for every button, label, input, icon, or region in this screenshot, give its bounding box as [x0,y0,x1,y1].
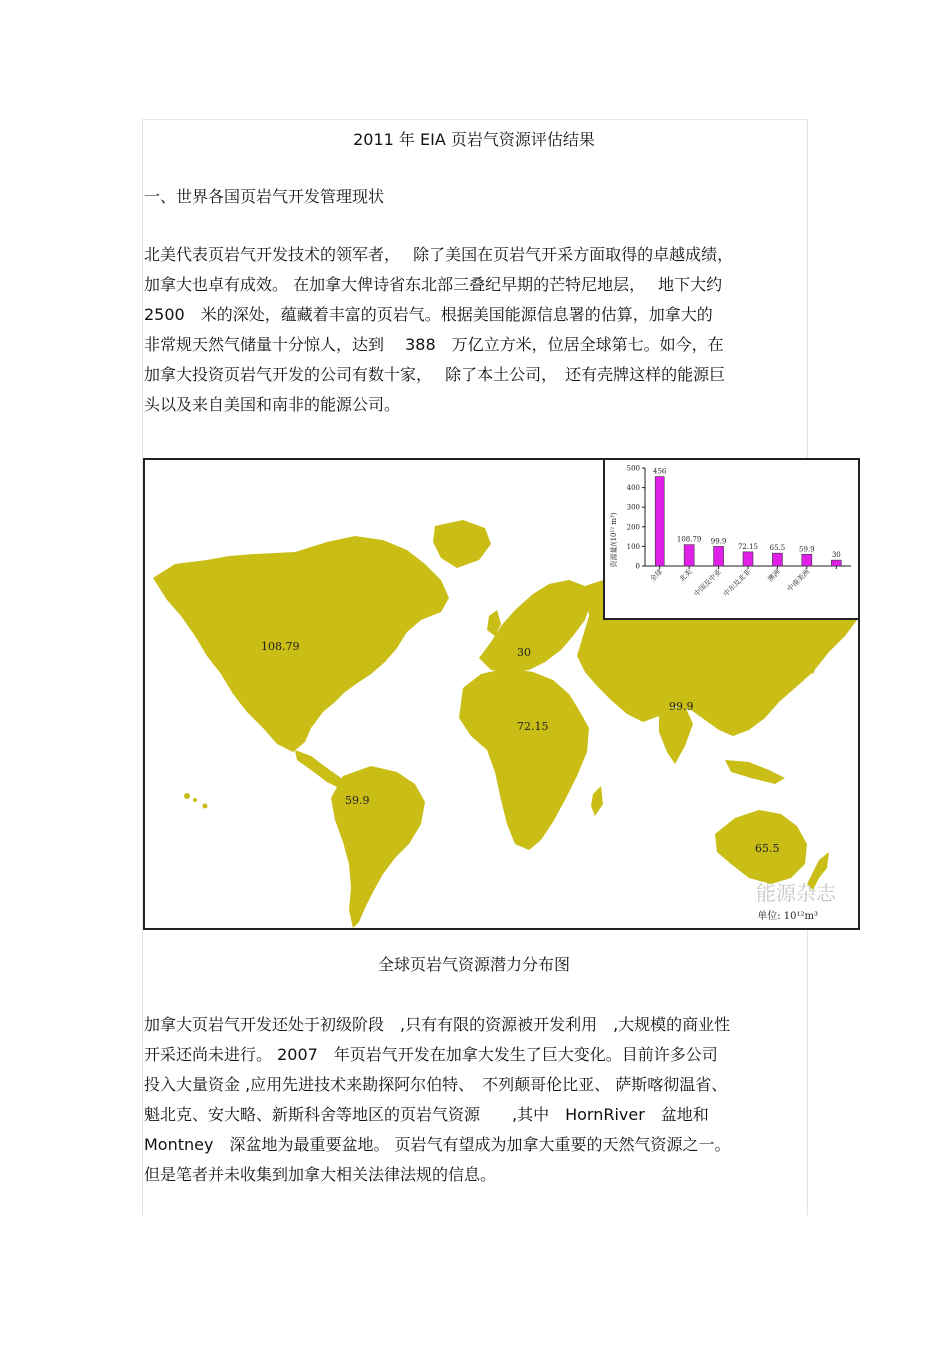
label-africa: 72.15 [517,720,549,733]
pacific-island [193,798,197,802]
world-shale-map [143,458,860,930]
bar-value-label: 72.15 [737,542,759,551]
x-tick-label: 中国及中亚 [692,567,723,599]
label-south-america: 59.9 [345,794,370,807]
label-asia: 99.9 [669,700,694,713]
y-tick-label: 200 [626,523,640,532]
label-europe: 30 [517,646,531,659]
indonesia-shape [725,760,785,784]
pacific-island [203,804,208,809]
bar-value-label: 30 [831,551,841,560]
bar [772,553,782,566]
text-line: Montney 深盆地为最重要盆地。 页岩气有望成为加拿大重要的天然气资源之一。 [144,1135,731,1154]
bar [655,477,664,566]
x-tick-label: 北美 [678,567,694,584]
bar [802,554,812,566]
x-tick-label: 澳洲 [766,567,782,584]
bar [714,546,724,566]
bar-value-label: 65.5 [769,544,786,553]
text-line: 投入大量资金 ,应用先进技术来勘探阿尔伯特、 不列颠哥伦比亚、 萨斯喀彻温省、 [144,1075,728,1094]
y-tick-label: 300 [626,503,640,512]
reserves-bar-chart [603,458,860,620]
text-line: 加拿大页岩气开发还处于初级阶段 ,只有有限的资源被开发利用 ,大规模的商业性 [144,1015,731,1034]
bar [684,545,694,566]
bar-value-label: 456 [653,467,667,476]
bar-value-label: 108.79 [676,535,702,544]
bar [743,552,753,566]
paragraph-canada-intro [144,240,804,420]
y-axis-title: 资源量/(10¹² m³) [610,512,618,568]
greenland-shape [433,520,491,568]
paragraph-canada-development [144,1010,804,1190]
south-america-shape [331,766,425,928]
text-line: 北美代表页岩气开发技术的领军者， 除了美国在页岩气开采方面取得的卓越成绩， [144,245,734,264]
text-line: 加拿大投资页岩气开发的公司有数十家， 除了本土公司， 还有壳牌这样的能源巨 [144,365,726,384]
text-line: 但是笔者并未收集到加拿大相关法律法规的信息。 [144,1165,497,1184]
pacific-island [184,793,190,799]
x-tick-label: 中东及北非 [722,567,753,599]
text-line: 非常规天然气储量十分惊人，达到 388 万亿立方米，位居全球第七。如今，在 [144,335,724,354]
india-shape [659,706,693,764]
africa-shape [459,668,589,850]
label-north-america: 108.79 [261,640,300,653]
bar-value-label: 99.9 [710,537,727,546]
x-tick-label: 中南美洲 [785,567,812,594]
bar-chart-graphic [605,460,859,618]
madagascar-shape [591,786,603,816]
unit-label: 单位: 10¹²m³ [757,911,818,922]
bar-value-label: 59.9 [799,545,815,554]
text-line: 加拿大也卓有成效。 在加拿大俾诗省东北部三叠纪早期的芒特尼地层， 地下大约 [144,275,723,294]
y-tick-label: 0 [635,562,640,571]
figure-caption: 全球页岩气资源潜力分布图 [377,955,570,974]
x-tick-label: 全球 [648,567,665,584]
y-tick-label: 500 [626,464,640,473]
label-australia: 65.5 [755,842,780,855]
watermark-text: 能源杂志 [756,881,836,905]
text-line: 魁北克、安大略、新斯科舍等地区的页岩气资源 ,其中 HornRiver 盆地和 [144,1105,709,1124]
north-america-shape [153,536,449,752]
text-line: 头以及来自美国和南非的能源公司。 [144,395,401,414]
y-tick-label: 100 [626,542,640,551]
y-tick-label: 400 [626,484,640,493]
text-line: 开采还尚未进行。 2007 年页岩气开发在加拿大发生了巨大变化。目前许多公司 [144,1045,718,1064]
section-heading: 一、世界各国页岩气开发管理现状 [144,187,385,206]
bar [831,560,841,566]
document-title: 2011 年 EIA 页岩气资源评估结果 [353,130,595,149]
text-line: 2500 米的深处，蕴藏着丰富的页岩气。根据美国能源信息署的估算，加拿大的 [144,305,713,324]
